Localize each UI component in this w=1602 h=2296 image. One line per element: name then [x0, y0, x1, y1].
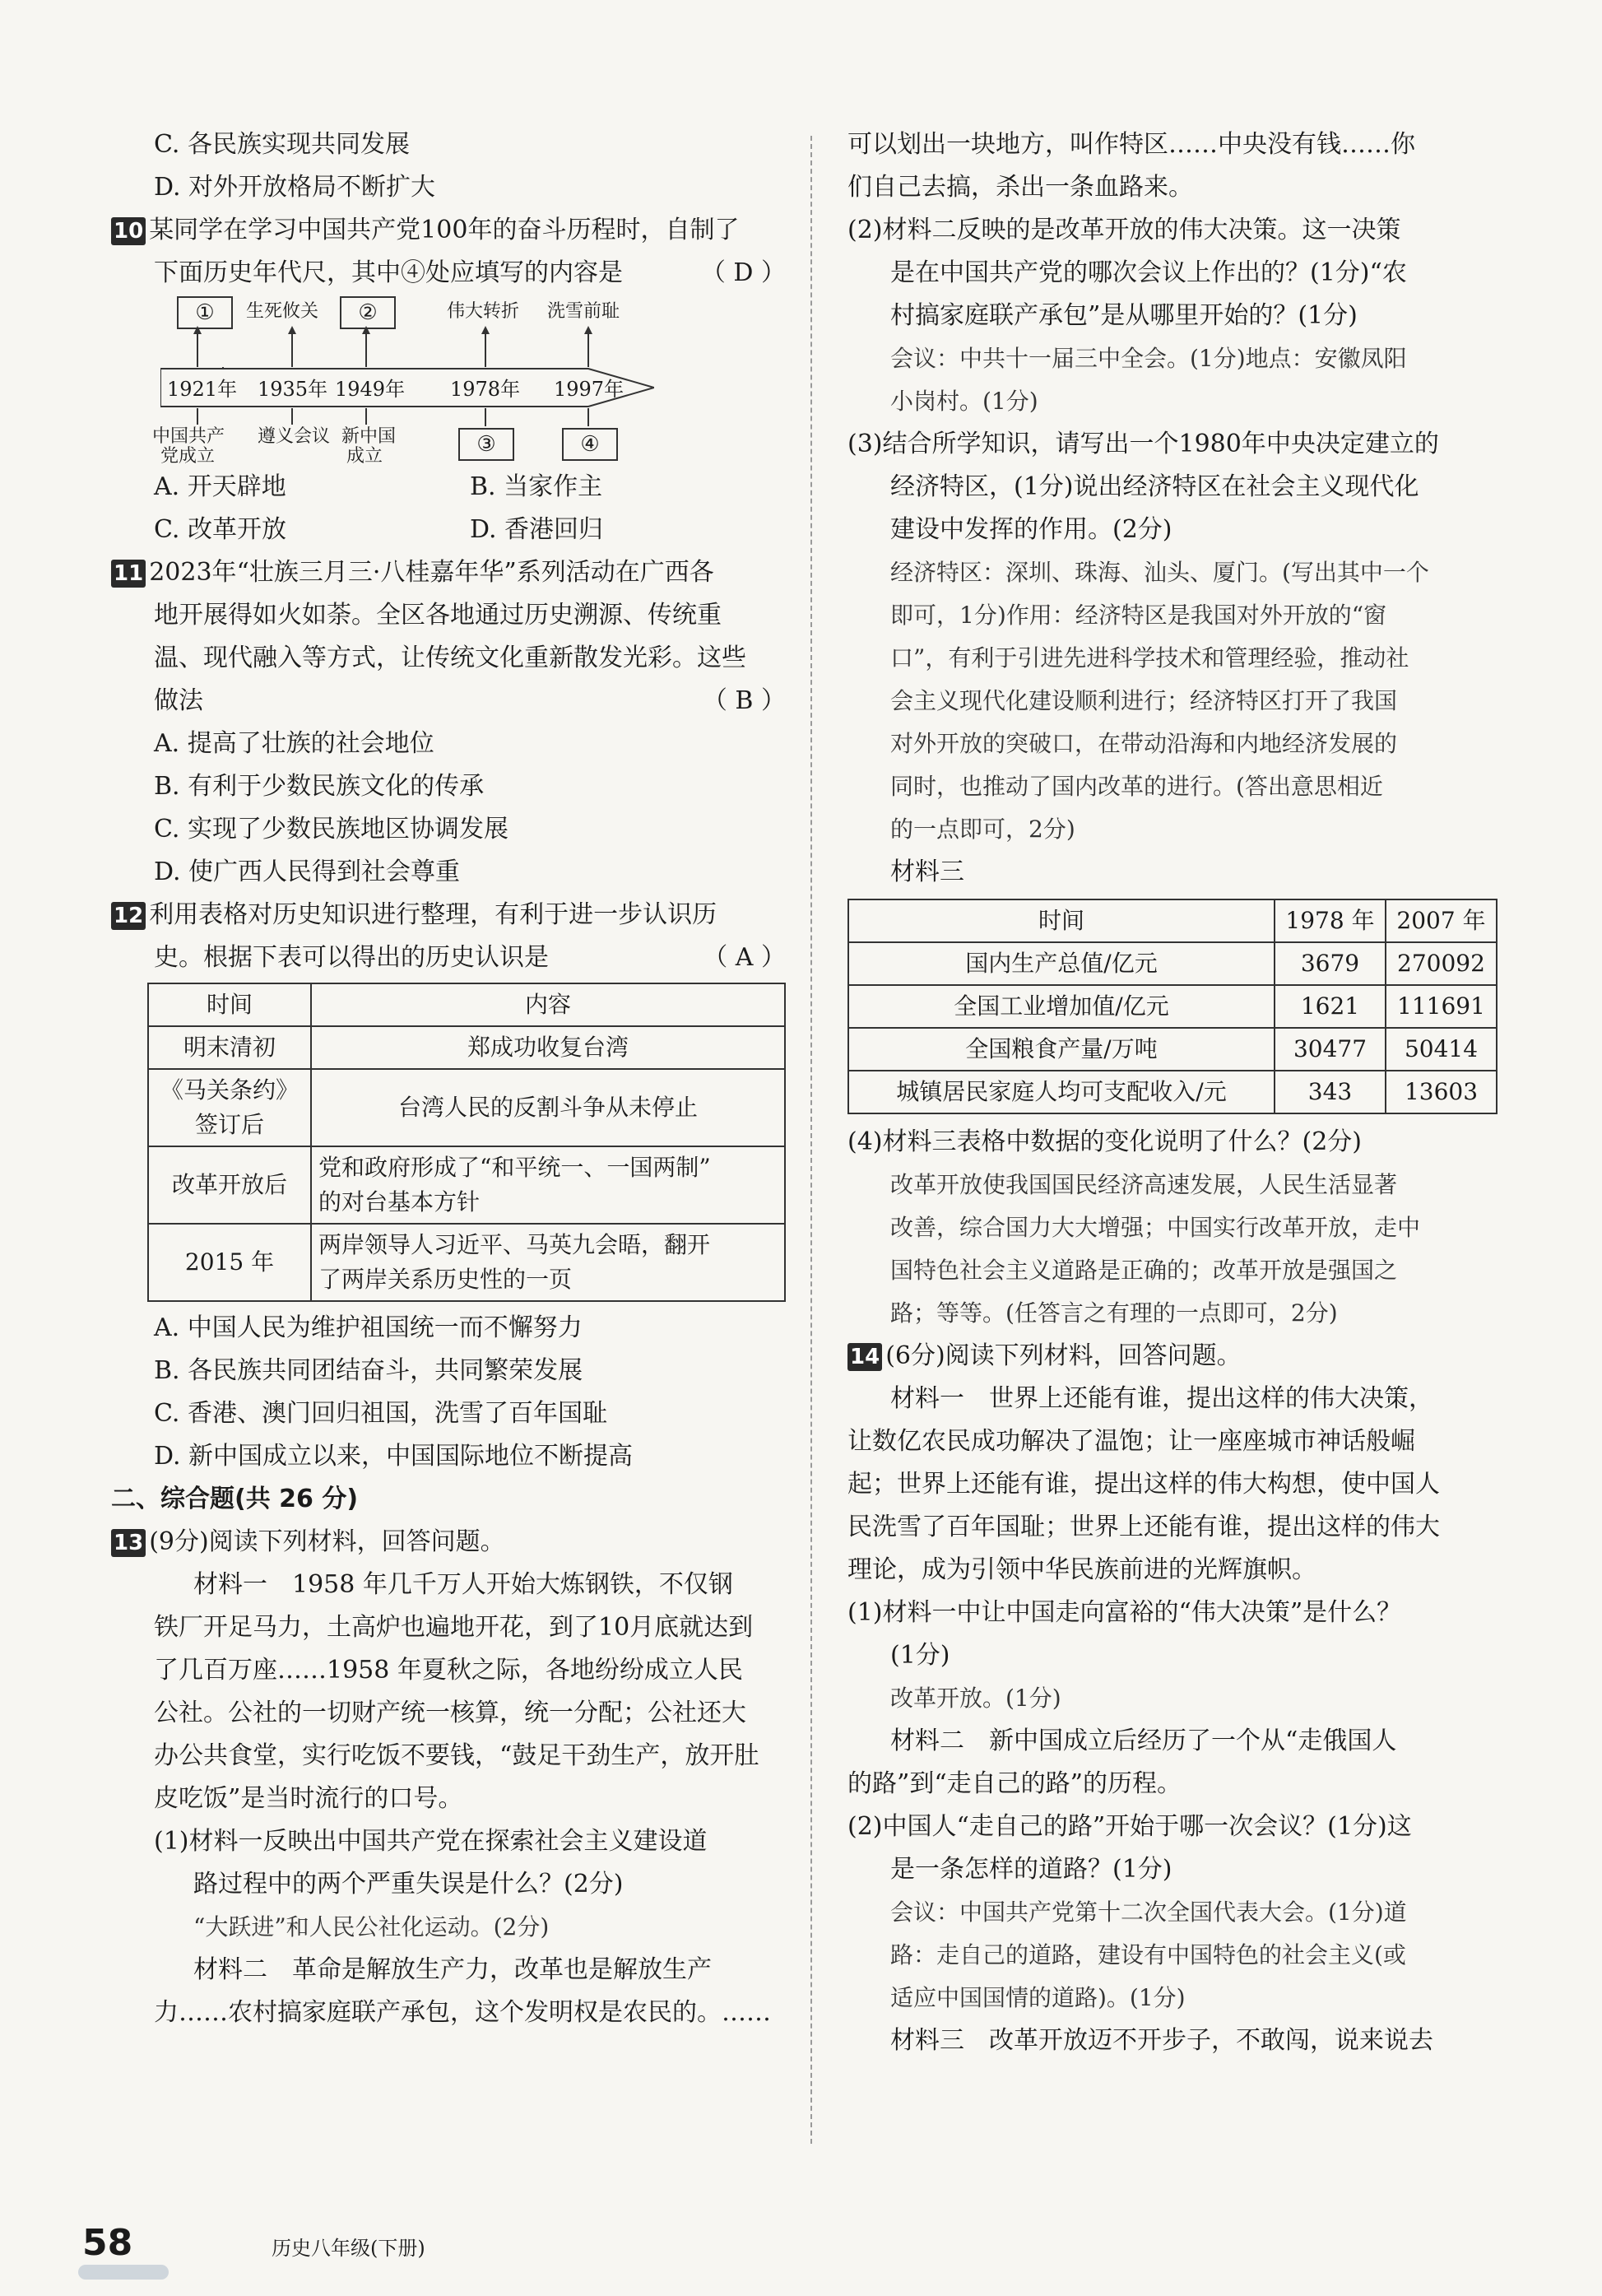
- question-13: [111, 1521, 786, 2034]
- q12-cell-line: 党和政府形成了“和平统一、一国两制”: [318, 1154, 711, 1181]
- q13-material1-line: 材料一 1958 年几千万人开始大炼钢铁，不仅钢: [193, 1570, 733, 1599]
- q13-row-1978: 3679: [1275, 942, 1386, 985]
- timeline-label-xixue: 洗雪前耻: [547, 301, 620, 322]
- q11-answer: （ B ）: [702, 686, 786, 715]
- q13-intro: [111, 1521, 786, 1564]
- q14-sub1-answer: 改革开放。(1分): [890, 1685, 1061, 1712]
- timeline-bottom-prc-1: 新中国: [341, 426, 397, 447]
- q9-option-d: D. 对外开放格局不断扩大: [154, 173, 436, 202]
- q14-material1-line: 材料一 世界上还能有谁，提出这样的伟大决策，: [890, 1384, 1433, 1413]
- q13-sub3-line: 建设中发挥的作用。(2分): [890, 515, 1172, 544]
- q13-material2-continued: 们自己去搞，杀出一条血路来。: [847, 173, 1193, 202]
- q12-cell-line: 两岸领导人习近平、马英九会晤，翻开: [318, 1231, 711, 1258]
- q13-sub4-answer: 路；等等。(任答言之有理的一点即可，2分): [890, 1299, 1338, 1327]
- q9-option-c: C. 各民族实现共同发展: [154, 130, 410, 159]
- q12-cell-content: [311, 1224, 785, 1301]
- page-number: 58: [82, 2222, 133, 2264]
- timeline-box-2: ②: [340, 296, 396, 329]
- q14-sub2-line: 是一条怎样的道路？(1分): [890, 1855, 1172, 1884]
- q10-answer: （ D ）: [700, 258, 786, 287]
- q14-material1-line: 民洗雪了百年国耻；世界上还能有谁，提出这样的伟大: [847, 1513, 1440, 1541]
- q13-header-time: 时间: [848, 899, 1275, 942]
- question-12: [111, 894, 786, 1478]
- q12-number: 12: [111, 902, 146, 930]
- q14-sub1-line: (1分): [890, 1641, 950, 1670]
- q12-cell-line: 签订后: [194, 1111, 264, 1138]
- q13-row-2007: 111691: [1386, 985, 1497, 1028]
- q11-stem-line1: [111, 551, 786, 594]
- q13-row-name: 城镇居民家庭人均可支配收入/元: [848, 1071, 1275, 1113]
- q13-material1-line: 铁厂开足马力，土高炉也遍地开花，到了10月底就达到: [154, 1613, 754, 1642]
- timeline-ruler: [152, 296, 786, 467]
- question-10: [111, 209, 786, 551]
- q13-sub3-answer: 的一点即可，2分): [890, 816, 1075, 843]
- timeline-label-weida: 伟大转折: [447, 301, 520, 322]
- q12-cell-line: 了两岸关系历史性的一页: [318, 1266, 573, 1293]
- q12-stem-text2: 史。根据下表可以得出的历史认识是: [154, 943, 549, 972]
- q13-row-1978: 343: [1275, 1071, 1386, 1113]
- q14-sub2-answer: 适应中国国情的道路)。(1分): [890, 1984, 1186, 2011]
- q12-answer: （ A ）: [703, 943, 786, 972]
- q13-sub1-line: 路过程中的两个严重失误是什么？(2分): [193, 1870, 624, 1899]
- q12-cell-line: 的对台基本方针: [318, 1188, 481, 1215]
- q11-stem-text4: 做法: [154, 686, 203, 715]
- q13-sub2-line: (2)材料二反映的是改革开放的伟大决策。这一决策: [847, 216, 1401, 244]
- right-column: [847, 123, 1506, 2062]
- q13-sub1-line: (1)材料一反映出中国共产党在探索社会主义建设道: [154, 1827, 708, 1856]
- q13-row-name: 国内生产总值/亿元: [848, 942, 1275, 985]
- q11-number: 11: [111, 560, 146, 588]
- left-column: [111, 123, 786, 2034]
- q11-stem-line2: 地开展得如火如荼。全区各地通过历史溯源、传统重: [154, 601, 722, 630]
- q10-stem-text1: 某同学在学习中国共产党100年的奋斗历程时，自制了: [149, 216, 740, 244]
- q13-header-1978: 1978 年: [1275, 899, 1386, 942]
- q13-sub3-line: 经济特区，(1分)说出经济特区在社会主义现代化: [890, 472, 1419, 501]
- q11-option-a: A. 提高了壮族的社会地位: [154, 729, 434, 758]
- q13-sub3-answer: 同时，也推动了国内改革的进行。(答出意思相近: [890, 773, 1383, 800]
- timeline-year-1921: 1921年: [167, 378, 238, 401]
- q13-material3-label: 材料三: [890, 858, 964, 886]
- timeline-bottom-zunyi: 遵义会议: [258, 426, 331, 447]
- footer-book-title: 历史八年级(下册): [272, 2237, 425, 2260]
- q13-material2-line: 力……农村搞家庭联产承包，这个发明权是农民的。……: [154, 1998, 771, 2027]
- q12-stem-text1: 利用表格对历史知识进行整理，有利于进一步认识历: [149, 900, 717, 929]
- q12-option-d: D. 新中国成立以来，中国国际地位不断提高: [154, 1442, 634, 1471]
- q13-sub3-answer: 对外开放的突破口，在带动沿海和内地经济发展的: [890, 730, 1398, 757]
- q11-option-b: B. 有利于少数民族文化的传承: [154, 772, 485, 801]
- q10-number: 10: [111, 217, 146, 245]
- q12-option-c: C. 香港、澳门回归祖国，洗雪了百年国耻: [154, 1399, 607, 1428]
- timeline-box-4: ④: [562, 428, 618, 461]
- timeline-bottom-cpc-1: 中国共产: [152, 426, 225, 447]
- timeline-year-1935: 1935年: [258, 378, 328, 401]
- q11-stem-line3: 温、现代融入等方式，让传统文化重新散发光彩。这些: [154, 644, 746, 672]
- q12-option-a: A. 中国人民为维护祖国统一而不懈努力: [154, 1313, 583, 1342]
- q13-row-2007: 50414: [1386, 1028, 1497, 1071]
- timeline-bottom-prc-2: 成立: [346, 446, 383, 467]
- q12-cell-time: 改革开放后: [148, 1146, 311, 1224]
- q11-stem-text1: 2023年“壮族三月三·八桂嘉年华”系列活动在广西各: [149, 558, 714, 587]
- q12-option-b: B. 各民族共同团结奋斗，共同繁荣发展: [154, 1356, 583, 1385]
- question-11: [111, 551, 786, 894]
- timeline-box-1: ①: [177, 296, 233, 329]
- q10-option-a: A. 开天辟地: [154, 472, 286, 501]
- q13-sub3-answer: 即可，1分)作用：经济特区是我国对外开放的“窗: [890, 602, 1387, 629]
- q13-data-table: [847, 899, 1498, 1114]
- q12-stem-line1: [111, 894, 786, 937]
- q10-option-c: C. 改革开放: [154, 515, 286, 544]
- q14-intro: [847, 1335, 1506, 1378]
- q14-sub2-answer: 会议：中国共产党第十二次全国代表大会。(1分)道: [890, 1899, 1407, 1926]
- q13-material1-line: 了几百万座……1958 年夏秋之际，各地纷纷成立人民: [154, 1656, 743, 1685]
- footer-decor-bar: [78, 2265, 169, 2280]
- q12-cell-time: 明末清初: [148, 1026, 311, 1069]
- q13-sub3-answer: 经济特区：深圳、珠海、汕头、厦门。(写出其中一个: [890, 559, 1429, 586]
- q12-cell-content: 郑成功收复台湾: [311, 1026, 785, 1069]
- timeline-year-1949: 1949年: [335, 378, 406, 401]
- q13-sub3-answer: 口”，有利于引进先进科学技术和管理经验，推动社: [890, 644, 1409, 672]
- q13-sub4-answer: 国特色社会主义道路是正确的；改革开放是强国之: [890, 1257, 1398, 1284]
- q13-row-2007: 13603: [1386, 1071, 1497, 1113]
- q13-sub4: (4)材料三表格中数据的变化说明了什么？(2分): [847, 1127, 1362, 1156]
- question-14: [847, 1335, 1506, 2062]
- q12-cell-time: 2015 年: [148, 1224, 311, 1301]
- q13-intro-text: (9分)阅读下列材料，回答问题。: [149, 1527, 505, 1556]
- q13-sub3-answer: 会主义现代化建设顺利进行；经济特区打开了我国: [890, 687, 1398, 714]
- q13-header-2007: 2007 年: [1386, 899, 1497, 942]
- q12-cell-content: 台湾人民的反割斗争从未停止: [311, 1069, 785, 1146]
- q13-material1-line: 皮吃饭”是当时流行的口号。: [154, 1784, 463, 1813]
- q13-material2-continued: 可以划出一块地方，叫作特区……中央没有钱……你: [847, 130, 1415, 159]
- timeline-year-1978: 1978年: [450, 378, 521, 401]
- q10-stem-line1: [111, 209, 786, 252]
- q11-option-c: C. 实现了少数民族地区协调发展: [154, 815, 508, 844]
- q10-option-d: D. 香港回归: [470, 515, 604, 544]
- q14-material2-line: 的路”到“走自己的路”的历程。: [847, 1769, 1182, 1798]
- timeline-box-3: ③: [458, 428, 514, 461]
- timeline-label-shengsi: 生死攸关: [246, 301, 319, 322]
- q12-header-time: 时间: [148, 983, 311, 1026]
- q14-number: 14: [847, 1343, 882, 1371]
- q14-material2-line: 材料二 新中国成立后经历了一个从“走俄国人: [890, 1727, 1397, 1755]
- q12-cell-content: [311, 1146, 785, 1224]
- q12-stem-line2: [111, 937, 786, 979]
- q12-cell-time: [148, 1069, 311, 1146]
- q13-row-1978: 1621: [1275, 985, 1386, 1028]
- q13-material2-line: 材料二 革命是解放生产力，改革也是解放生产: [193, 1955, 712, 1984]
- q10-option-b: B. 当家作主: [470, 472, 603, 501]
- q11-option-d: D. 使广西人民得到社会尊重: [154, 858, 461, 886]
- timeline-year-1997: 1997年: [554, 378, 625, 401]
- q13-sub2-answer: 会议：中共十一届三中全会。(1分)地点：安徽凤阳: [890, 345, 1407, 372]
- q10-options-ab: [111, 466, 786, 509]
- q11-stem-line4: [111, 680, 786, 723]
- q10-stem-line2: [111, 252, 786, 295]
- q13-sub4-answer: 改革开放使我国国民经济高速发展，人民生活显著: [890, 1171, 1398, 1198]
- q12-cell-line: 《马关条约》: [160, 1076, 299, 1104]
- q13-material1-line: 办公共食堂，实行吃饭不要钱，“鼓足干劲生产，放开肚: [154, 1741, 759, 1770]
- q14-sub1-line: (1)材料一中让中国走向富裕的“伟大决策”是什么？: [847, 1598, 1402, 1627]
- q13-number: 13: [111, 1529, 146, 1557]
- q14-material1-line: 起；世界上还能有谁，提出这样的伟大构想，使中国人: [847, 1470, 1440, 1499]
- q14-sub2-answer: 路：走自己的道路，建设有中国特色的社会主义(或: [890, 1941, 1406, 1968]
- q13-sub4-answer: 改善，综合国力大大增强；中国实行改革开放，走中: [890, 1214, 1421, 1241]
- q13-row-1978: 30477: [1275, 1028, 1386, 1071]
- q14-intro-text: (6分)阅读下列材料，回答问题。: [885, 1341, 1242, 1370]
- q13-sub2-line: 村搞家庭联产承包”是从哪里开始的？(1分): [890, 301, 1358, 330]
- q13-row-2007: 270092: [1386, 942, 1497, 985]
- q13-row-name: 全国工业增加值/亿元: [848, 985, 1275, 1028]
- q10-stem-text2: 下面历史年代尺，其中④处应填写的内容是: [154, 258, 623, 287]
- q13-sub1-answer: “大跃进”和人民公社化运动。(2分): [193, 1913, 550, 1940]
- q13-sub2-answer: 小岗村。(1分): [890, 388, 1038, 415]
- q14-material1-line: 理论，成为引领中华民族前进的光辉旗帜。: [847, 1555, 1316, 1584]
- q14-material1-line: 让数亿农民成功解决了温饱；让一座座城市神话般崛: [847, 1427, 1415, 1456]
- q14-material3-line: 材料三 改革开放迈不开步子，不敢闯，说来说去: [890, 2026, 1433, 2055]
- column-divider: [810, 136, 812, 2144]
- q14-sub2-line: (2)中国人“走自己的路”开始于哪一次会议？(1分)这: [847, 1812, 1412, 1841]
- q13-material1-line: 公社。公社的一切财产统一核算，统一分配；公社还大: [154, 1699, 746, 1727]
- q13-row-name: 全国粮食产量/万吨: [848, 1028, 1275, 1071]
- q13-sub2-line: 是在中国共产党的哪次会议上作出的？(1分)“农: [890, 258, 1407, 287]
- section-2-title: 二、综合题(共 26 分): [111, 1485, 359, 1513]
- timeline-bottom-cpc-2: 党成立: [160, 446, 216, 467]
- q12-table: [147, 983, 786, 1302]
- q12-header-content: 内容: [311, 983, 785, 1026]
- q13-sub3-line: (3)结合所学知识，请写出一个1980年中央决定建立的: [847, 430, 1439, 458]
- q10-options-cd: [111, 509, 786, 551]
